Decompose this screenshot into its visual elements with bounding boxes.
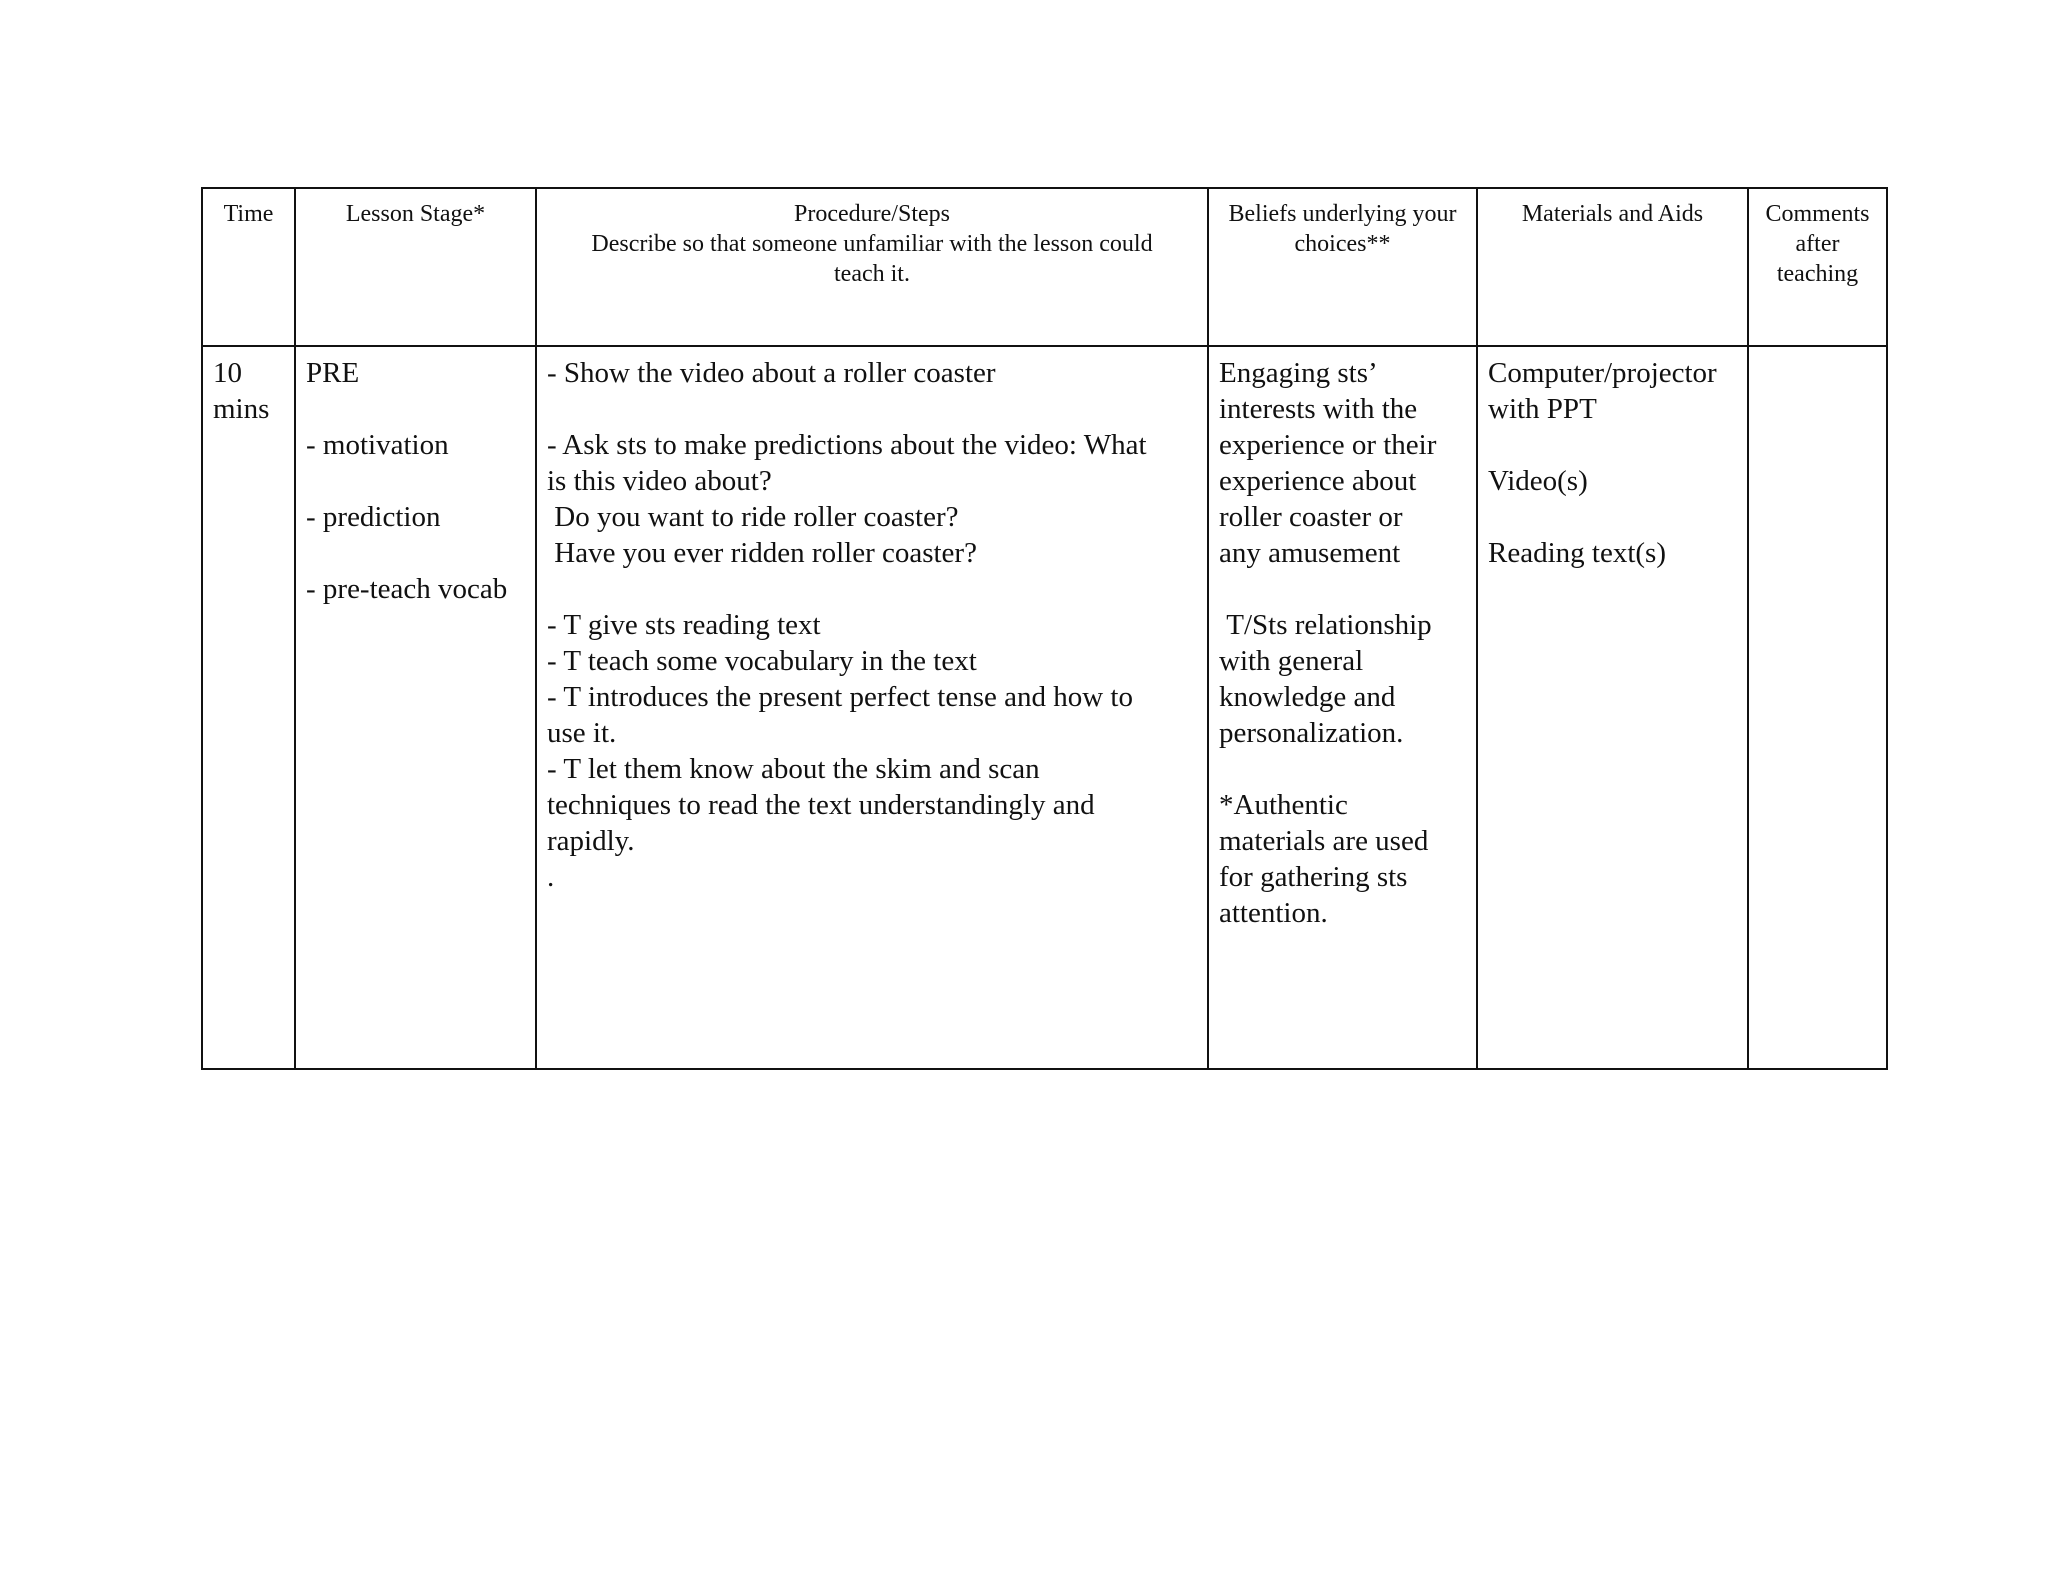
text-line: rapidly.: [547, 825, 635, 857]
text-line: T/Sts relationship: [1219, 609, 1432, 641]
text-line: mins: [213, 393, 270, 425]
text-line: - T teach some vocabulary in the text: [547, 645, 977, 677]
text-line: use it.: [547, 717, 617, 749]
blank-line: [1488, 499, 1741, 535]
text-line: knowledge and: [1219, 681, 1396, 713]
text-line: Do you want to ride roller coaster?: [547, 501, 959, 533]
text-line: Lesson Stage*: [345, 201, 486, 227]
table-row: [202, 346, 1887, 1069]
blank-line: [1488, 427, 1741, 463]
text-line: - T give sts reading text: [547, 609, 821, 641]
cell-lesson-stage: [295, 346, 536, 1069]
text-line: with PPT: [1488, 393, 1597, 425]
text-line: Time: [223, 201, 274, 227]
text-line: Describe so that someone unfamiliar with the lesson could: [591, 231, 1153, 257]
text-line: with general: [1219, 645, 1364, 677]
blank-line: [547, 391, 1201, 427]
header-materials: [1477, 188, 1748, 346]
blank-line: [306, 535, 529, 571]
header-row: [202, 188, 1887, 346]
text-line: - T let them know about the skim and scan: [547, 753, 1040, 785]
text-line: Have you ever ridden roller coaster?: [547, 537, 977, 569]
text-line: - Ask sts to make predictions about the video: What: [547, 429, 1147, 461]
text-line: PRE: [306, 357, 360, 389]
text-line: personalization.: [1219, 717, 1404, 749]
cell-time: [202, 346, 295, 1069]
header-comments: [1748, 188, 1887, 346]
text-line: teach it.: [834, 261, 910, 287]
text-line: - prediction: [306, 501, 441, 533]
blank-line: [1219, 571, 1470, 607]
text-line: Materials and Aids: [1521, 201, 1704, 227]
text-line: is this video about?: [547, 465, 772, 497]
text-line: 10: [213, 357, 242, 389]
cell-materials: [1477, 346, 1748, 1069]
text-line: - Show the video about a roller coaster: [547, 357, 996, 389]
text-line: - pre-teach vocab: [306, 573, 508, 605]
text-line: experience or their: [1219, 429, 1437, 461]
text-line: techniques to read the text understandingly and: [547, 789, 1095, 821]
blank-line: [547, 571, 1201, 607]
text-line: *Authentic: [1219, 789, 1348, 821]
text-line: choices**: [1294, 231, 1391, 257]
text-line: - T introduces the present perfect tense and how to: [547, 681, 1133, 713]
text-line: Reading text(s): [1488, 537, 1666, 569]
cell-procedure: [536, 346, 1208, 1069]
lesson-plan-table: [201, 187, 1888, 1070]
text-line: experience about: [1219, 465, 1417, 497]
header-time: [202, 188, 295, 346]
cell-comments: [1748, 346, 1887, 1069]
text-line: materials are used: [1219, 825, 1429, 857]
text-line: attention.: [1219, 897, 1328, 929]
text-line: teaching: [1776, 261, 1859, 287]
text-line: roller coaster or: [1219, 501, 1403, 533]
header-lesson-stage: [295, 188, 536, 346]
text-line: - motivation: [306, 429, 449, 461]
text-line: for gathering sts: [1219, 861, 1408, 893]
text-line: any amusement: [1219, 537, 1401, 569]
text-line: interests with the: [1219, 393, 1418, 425]
text-line: Video(s): [1488, 465, 1588, 497]
text-line: Engaging sts’: [1219, 357, 1378, 389]
header-beliefs: [1208, 188, 1477, 346]
text-line: after: [1795, 231, 1840, 257]
text-line: Comments: [1765, 201, 1870, 227]
blank-line: [1219, 751, 1470, 787]
text-line: Computer/projector: [1488, 357, 1717, 389]
text-line: .: [547, 861, 555, 893]
blank-line: [306, 463, 529, 499]
cell-beliefs: [1208, 346, 1477, 1069]
blank-line: [306, 391, 529, 427]
text-line: Beliefs underlying your: [1228, 201, 1457, 227]
header-procedure: [536, 188, 1208, 346]
text-line: Procedure/Steps: [794, 201, 950, 227]
